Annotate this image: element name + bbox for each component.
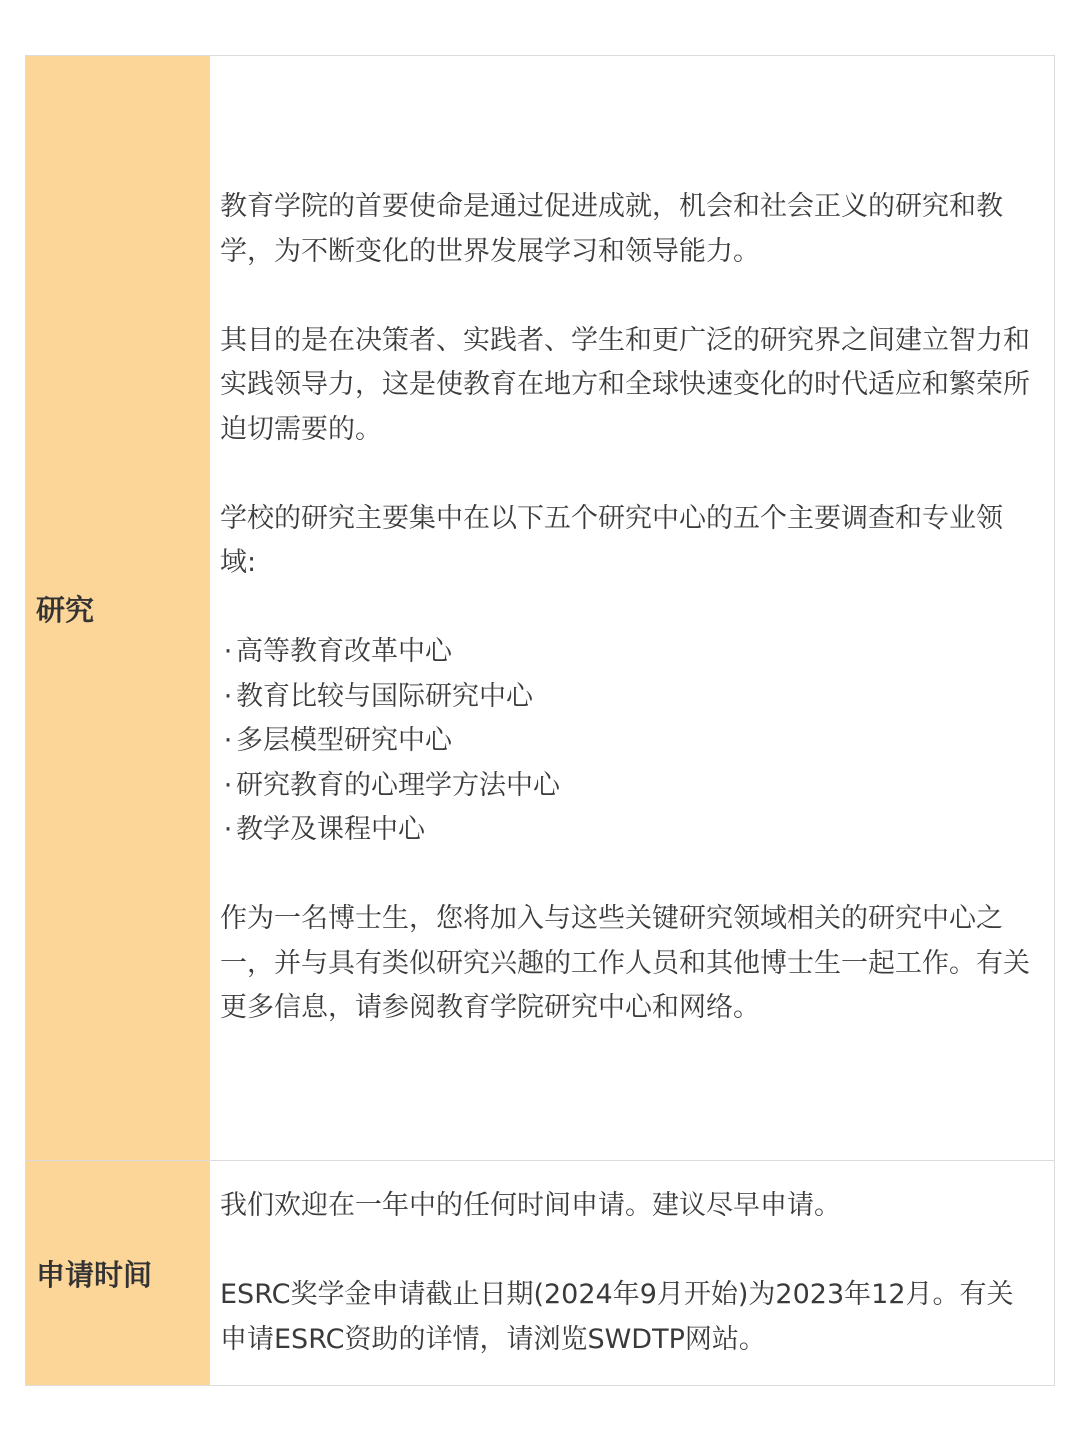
row-label-research: 研究	[26, 56, 210, 1160]
research-center-name: 教育比较与国际研究中心	[236, 680, 533, 712]
info-table	[25, 55, 1055, 1386]
research-center-name: 教学及课程中心	[236, 814, 425, 846]
row-label-application-time: 申请时间	[26, 1161, 210, 1385]
esrc-deadline-line: ESRC奖学金申请截止日期(2024年9月开始)为2023年12月。有关申请ESRC资助的详情，请浏览SWDTP网站。	[220, 1279, 1014, 1355]
table-row-research	[26, 56, 1054, 1160]
phd-paragraph: 作为一名博士生，您将加入与这些关键研究领域相关的研究中心之一，并与具有类似研究兴趣的工作人员和其他博士生一起工作。有关更多信息，请参阅教育学院研究中心和网络。	[220, 903, 1030, 1024]
row-content-research	[210, 56, 1054, 1160]
list-item	[220, 675, 1030, 720]
list-item	[220, 719, 1030, 764]
bullet-dot-icon: ·	[223, 814, 233, 846]
row-content-application-time	[210, 1161, 1054, 1385]
bullet-dot-icon: ·	[223, 636, 233, 668]
list-item	[220, 764, 1030, 809]
mission-paragraph: 教育学院的首要使命是通过促进成就，机会和社会正义的研究和教学，为不断变化的世界发展学习和领导能力。	[220, 191, 1003, 267]
application-welcome-line: 我们欢迎在一年中的任何时间申请。建议尽早申请。	[220, 1190, 841, 1221]
table-row-application-time	[26, 1160, 1054, 1385]
aim-paragraph: 其目的是在决策者、实践者、学生和更广泛的研究界之间建立智力和实践领导力，这是使教育在地方和全球快速变化的时代适应和繁荣所迫切需要的。	[220, 324, 1030, 445]
research-center-name: 多层模型研究中心	[236, 725, 452, 757]
research-center-name: 高等教育改革中心	[236, 636, 452, 668]
research-centers-list	[220, 630, 1030, 853]
list-item	[220, 808, 1030, 853]
bullet-dot-icon: ·	[223, 725, 233, 757]
bullet-dot-icon: ·	[223, 769, 233, 801]
research-center-name: 研究教育的心理学方法中心	[236, 769, 560, 801]
bullet-dot-icon: ·	[223, 680, 233, 712]
focus-paragraph: 学校的研究主要集中在以下五个研究中心的五个主要调查和专业领域:	[220, 502, 1003, 579]
list-item	[220, 630, 1030, 675]
